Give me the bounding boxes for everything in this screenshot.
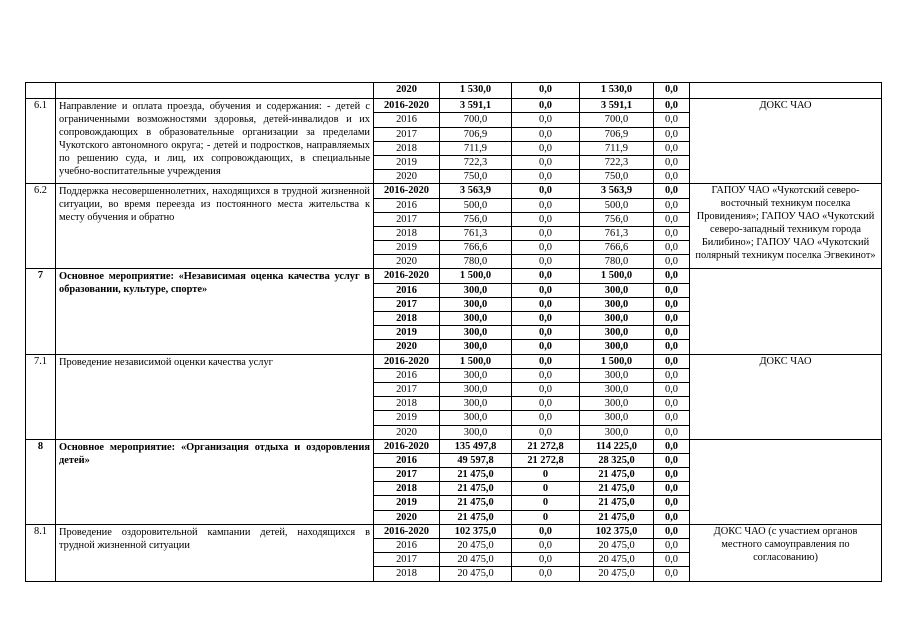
regional-budget-cell: 300,0 xyxy=(580,297,654,311)
year-cell: 2018 xyxy=(374,312,440,326)
federal-budget-cell: 0,0 xyxy=(512,269,580,283)
item-number: 7 xyxy=(26,269,56,354)
regional-budget-cell: 21 475,0 xyxy=(580,482,654,496)
year-cell: 2017 xyxy=(374,468,440,482)
local-budget-cell: 0,0 xyxy=(654,212,690,226)
total-cell: 300,0 xyxy=(440,283,512,297)
total-cell: 20 475,0 xyxy=(440,539,512,553)
local-budget-cell: 0,0 xyxy=(654,155,690,169)
local-budget-cell: 0,0 xyxy=(654,411,690,425)
local-budget-cell: 0,0 xyxy=(654,226,690,240)
year-cell: 2019 xyxy=(374,155,440,169)
regional-budget-cell: 300,0 xyxy=(580,283,654,297)
regional-budget-cell: 21 475,0 xyxy=(580,496,654,510)
federal-budget-cell: 0,0 xyxy=(512,212,580,226)
federal-budget-cell: 0,0 xyxy=(512,425,580,439)
total-cell: 500,0 xyxy=(440,198,512,212)
regional-budget-cell: 300,0 xyxy=(580,312,654,326)
local-budget-cell: 0,0 xyxy=(654,113,690,127)
regional-budget-cell: 102 375,0 xyxy=(580,524,654,538)
year-cell: 2016-2020 xyxy=(374,524,440,538)
federal-budget-cell: 0 xyxy=(512,510,580,524)
total-cell: 135 497,8 xyxy=(440,439,512,453)
table-row xyxy=(26,439,882,453)
total-cell: 21 475,0 xyxy=(440,482,512,496)
item-number xyxy=(26,83,56,99)
year-cell: 2020 xyxy=(374,83,440,99)
federal-budget-cell: 0,0 xyxy=(512,354,580,368)
federal-budget-cell: 0,0 xyxy=(512,283,580,297)
year-cell: 2016-2020 xyxy=(374,99,440,113)
regional-budget-cell: 20 475,0 xyxy=(580,553,654,567)
item-number: 6.1 xyxy=(26,99,56,184)
measure-name: Проведение оздоровительной кампании детей, находящихся в трудной жизненной ситуации xyxy=(56,524,374,581)
measure-name: Проведение независимой оценки качества услуг xyxy=(56,354,374,439)
year-cell: 2017 xyxy=(374,127,440,141)
item-number: 6.2 xyxy=(26,184,56,269)
measure-name: Основное мероприятие: «Независимая оценка качества услуг в образовании, культуре, спорте» xyxy=(56,269,374,354)
regional-budget-cell: 20 475,0 xyxy=(580,567,654,581)
year-cell: 2018 xyxy=(374,482,440,496)
total-cell: 21 475,0 xyxy=(440,510,512,524)
total-cell: 750,0 xyxy=(440,170,512,184)
executor-cell: ДОКС ЧАО (с участием органов местного самоуправления по согласованию) xyxy=(690,524,882,581)
total-cell: 300,0 xyxy=(440,425,512,439)
regional-budget-cell: 20 475,0 xyxy=(580,539,654,553)
total-cell: 761,3 xyxy=(440,226,512,240)
regional-budget-cell: 1 530,0 xyxy=(580,83,654,99)
total-cell: 102 375,0 xyxy=(440,524,512,538)
local-budget-cell: 0,0 xyxy=(654,326,690,340)
local-budget-cell: 0,0 xyxy=(654,524,690,538)
year-cell: 2019 xyxy=(374,411,440,425)
table-row xyxy=(26,524,882,538)
executor-cell: ДОКС ЧАО xyxy=(690,99,882,184)
federal-budget-cell: 0,0 xyxy=(512,170,580,184)
total-cell: 3 591,1 xyxy=(440,99,512,113)
regional-budget-cell: 3 591,1 xyxy=(580,99,654,113)
regional-budget-cell: 700,0 xyxy=(580,113,654,127)
year-cell: 2016-2020 xyxy=(374,269,440,283)
local-budget-cell: 0,0 xyxy=(654,567,690,581)
total-cell: 300,0 xyxy=(440,326,512,340)
measure-name xyxy=(56,83,374,99)
program-funding-table xyxy=(25,82,882,582)
table-row xyxy=(26,83,882,99)
total-cell: 300,0 xyxy=(440,297,512,311)
regional-budget-cell: 1 500,0 xyxy=(580,354,654,368)
year-cell: 2020 xyxy=(374,255,440,269)
table-body xyxy=(26,83,882,582)
local-budget-cell: 0,0 xyxy=(654,241,690,255)
federal-budget-cell: 0 xyxy=(512,496,580,510)
year-cell: 2018 xyxy=(374,141,440,155)
federal-budget-cell: 0 xyxy=(512,482,580,496)
executor-cell: ГАПОУ ЧАО «Чукотский северо-восточный техникум поселка Провидения»; ГАПОУ ЧАО «Чукотский северо-западный техникум города Билибино»; ГАПОУ ЧАО «Чукотский полярный техникум поселка Эгвекинот» xyxy=(690,184,882,269)
federal-budget-cell: 0 xyxy=(512,468,580,482)
total-cell: 706,9 xyxy=(440,127,512,141)
total-cell: 756,0 xyxy=(440,212,512,226)
local-budget-cell: 0,0 xyxy=(654,198,690,212)
federal-budget-cell: 0,0 xyxy=(512,397,580,411)
total-cell: 20 475,0 xyxy=(440,567,512,581)
regional-budget-cell: 1 500,0 xyxy=(580,269,654,283)
regional-budget-cell: 300,0 xyxy=(580,368,654,382)
federal-budget-cell: 0,0 xyxy=(512,382,580,396)
year-cell: 2016 xyxy=(374,198,440,212)
table-row xyxy=(26,184,882,198)
local-budget-cell: 0,0 xyxy=(654,510,690,524)
federal-budget-cell: 0,0 xyxy=(512,113,580,127)
total-cell: 1 500,0 xyxy=(440,269,512,283)
regional-budget-cell: 711,9 xyxy=(580,141,654,155)
year-cell: 2016-2020 xyxy=(374,354,440,368)
federal-budget-cell: 21 272,8 xyxy=(512,439,580,453)
federal-budget-cell: 0,0 xyxy=(512,141,580,155)
year-cell: 2020 xyxy=(374,340,440,354)
local-budget-cell: 0,0 xyxy=(654,269,690,283)
local-budget-cell: 0,0 xyxy=(654,340,690,354)
item-number: 8 xyxy=(26,439,56,524)
regional-budget-cell: 300,0 xyxy=(580,382,654,396)
federal-budget-cell: 0,0 xyxy=(512,127,580,141)
total-cell: 300,0 xyxy=(440,411,512,425)
federal-budget-cell: 0,0 xyxy=(512,539,580,553)
regional-budget-cell: 21 475,0 xyxy=(580,468,654,482)
federal-budget-cell: 0,0 xyxy=(512,411,580,425)
year-cell: 2017 xyxy=(374,212,440,226)
year-cell: 2016 xyxy=(374,368,440,382)
federal-budget-cell: 0,0 xyxy=(512,368,580,382)
federal-budget-cell: 0,0 xyxy=(512,198,580,212)
local-budget-cell: 0,0 xyxy=(654,439,690,453)
regional-budget-cell: 722,3 xyxy=(580,155,654,169)
item-number: 8.1 xyxy=(26,524,56,581)
regional-budget-cell: 300,0 xyxy=(580,425,654,439)
regional-budget-cell: 780,0 xyxy=(580,255,654,269)
year-cell: 2016-2020 xyxy=(374,184,440,198)
local-budget-cell: 0,0 xyxy=(654,99,690,113)
federal-budget-cell: 0,0 xyxy=(512,241,580,255)
total-cell: 300,0 xyxy=(440,382,512,396)
regional-budget-cell: 766,6 xyxy=(580,241,654,255)
year-cell: 2019 xyxy=(374,326,440,340)
year-cell: 2018 xyxy=(374,397,440,411)
federal-budget-cell: 0,0 xyxy=(512,524,580,538)
local-budget-cell: 0,0 xyxy=(654,482,690,496)
year-cell: 2017 xyxy=(374,553,440,567)
regional-budget-cell: 500,0 xyxy=(580,198,654,212)
regional-budget-cell: 21 475,0 xyxy=(580,510,654,524)
local-budget-cell: 0,0 xyxy=(654,539,690,553)
year-cell: 2018 xyxy=(374,226,440,240)
federal-budget-cell: 0,0 xyxy=(512,340,580,354)
total-cell: 700,0 xyxy=(440,113,512,127)
local-budget-cell: 0,0 xyxy=(654,297,690,311)
regional-budget-cell: 114 225,0 xyxy=(580,439,654,453)
regional-budget-cell: 300,0 xyxy=(580,397,654,411)
local-budget-cell: 0,0 xyxy=(654,368,690,382)
year-cell: 2016 xyxy=(374,113,440,127)
year-cell: 2017 xyxy=(374,297,440,311)
measure-name: Основное мероприятие: «Организация отдыха и оздоровления детей» xyxy=(56,439,374,524)
total-cell: 300,0 xyxy=(440,312,512,326)
federal-budget-cell: 0,0 xyxy=(512,83,580,99)
executor-cell xyxy=(690,269,882,354)
local-budget-cell: 0,0 xyxy=(654,283,690,297)
total-cell: 300,0 xyxy=(440,397,512,411)
local-budget-cell: 0,0 xyxy=(654,83,690,99)
total-cell: 722,3 xyxy=(440,155,512,169)
local-budget-cell: 0,0 xyxy=(654,141,690,155)
total-cell: 711,9 xyxy=(440,141,512,155)
table-row xyxy=(26,354,882,368)
year-cell: 2016 xyxy=(374,283,440,297)
federal-budget-cell: 0,0 xyxy=(512,184,580,198)
year-cell: 2016-2020 xyxy=(374,439,440,453)
year-cell: 2017 xyxy=(374,382,440,396)
year-cell: 2020 xyxy=(374,510,440,524)
year-cell: 2020 xyxy=(374,170,440,184)
measure-name: Поддержка несовершеннолетних, находящихся в трудной жизненной ситуации, во время переезда из постоянного места жительства к месту обучения и обратно xyxy=(56,184,374,269)
total-cell: 3 563,9 xyxy=(440,184,512,198)
local-budget-cell: 0,0 xyxy=(654,496,690,510)
table-row xyxy=(26,99,882,113)
local-budget-cell: 0,0 xyxy=(654,184,690,198)
local-budget-cell: 0,0 xyxy=(654,170,690,184)
regional-budget-cell: 761,3 xyxy=(580,226,654,240)
federal-budget-cell: 0,0 xyxy=(512,297,580,311)
total-cell: 21 475,0 xyxy=(440,496,512,510)
total-cell: 780,0 xyxy=(440,255,512,269)
year-cell: 2016 xyxy=(374,453,440,467)
year-cell: 2018 xyxy=(374,567,440,581)
local-budget-cell: 0,0 xyxy=(654,382,690,396)
total-cell: 49 597,8 xyxy=(440,453,512,467)
federal-budget-cell: 0,0 xyxy=(512,567,580,581)
regional-budget-cell: 750,0 xyxy=(580,170,654,184)
local-budget-cell: 0,0 xyxy=(654,312,690,326)
total-cell: 20 475,0 xyxy=(440,553,512,567)
executor-cell: ДОКС ЧАО xyxy=(690,354,882,439)
total-cell: 766,6 xyxy=(440,241,512,255)
measure-name: Направление и оплата проезда, обучения и содержания: - детей с ограниченными возможностями здоровья, детей-инвалидов и их сопровождающих в образовательные организации за пределами Чукотского автономного округа; - детей и подростков, направляемых по решению суда, и лиц, их сопровождающих, в специальные учебно-воспитательные учреждения xyxy=(56,99,374,184)
federal-budget-cell: 0,0 xyxy=(512,553,580,567)
local-budget-cell: 0,0 xyxy=(654,425,690,439)
year-cell: 2016 xyxy=(374,539,440,553)
federal-budget-cell: 0,0 xyxy=(512,312,580,326)
local-budget-cell: 0,0 xyxy=(654,468,690,482)
regional-budget-cell: 300,0 xyxy=(580,411,654,425)
local-budget-cell: 0,0 xyxy=(654,255,690,269)
federal-budget-cell: 0,0 xyxy=(512,99,580,113)
executor-cell xyxy=(690,83,882,99)
regional-budget-cell: 3 563,9 xyxy=(580,184,654,198)
federal-budget-cell: 0,0 xyxy=(512,326,580,340)
total-cell: 21 475,0 xyxy=(440,468,512,482)
year-cell: 2020 xyxy=(374,425,440,439)
federal-budget-cell: 0,0 xyxy=(512,155,580,169)
total-cell: 300,0 xyxy=(440,368,512,382)
local-budget-cell: 0,0 xyxy=(654,453,690,467)
item-number: 7.1 xyxy=(26,354,56,439)
local-budget-cell: 0,0 xyxy=(654,354,690,368)
regional-budget-cell: 300,0 xyxy=(580,326,654,340)
federal-budget-cell: 0,0 xyxy=(512,255,580,269)
table-row xyxy=(26,269,882,283)
total-cell: 300,0 xyxy=(440,340,512,354)
regional-budget-cell: 300,0 xyxy=(580,340,654,354)
local-budget-cell: 0,0 xyxy=(654,553,690,567)
local-budget-cell: 0,0 xyxy=(654,127,690,141)
total-cell: 1 530,0 xyxy=(440,83,512,99)
executor-cell xyxy=(690,439,882,524)
regional-budget-cell: 706,9 xyxy=(580,127,654,141)
federal-budget-cell: 0,0 xyxy=(512,226,580,240)
local-budget-cell: 0,0 xyxy=(654,397,690,411)
year-cell: 2019 xyxy=(374,241,440,255)
total-cell: 1 500,0 xyxy=(440,354,512,368)
regional-budget-cell: 756,0 xyxy=(580,212,654,226)
regional-budget-cell: 28 325,0 xyxy=(580,453,654,467)
year-cell: 2019 xyxy=(374,496,440,510)
federal-budget-cell: 21 272,8 xyxy=(512,453,580,467)
